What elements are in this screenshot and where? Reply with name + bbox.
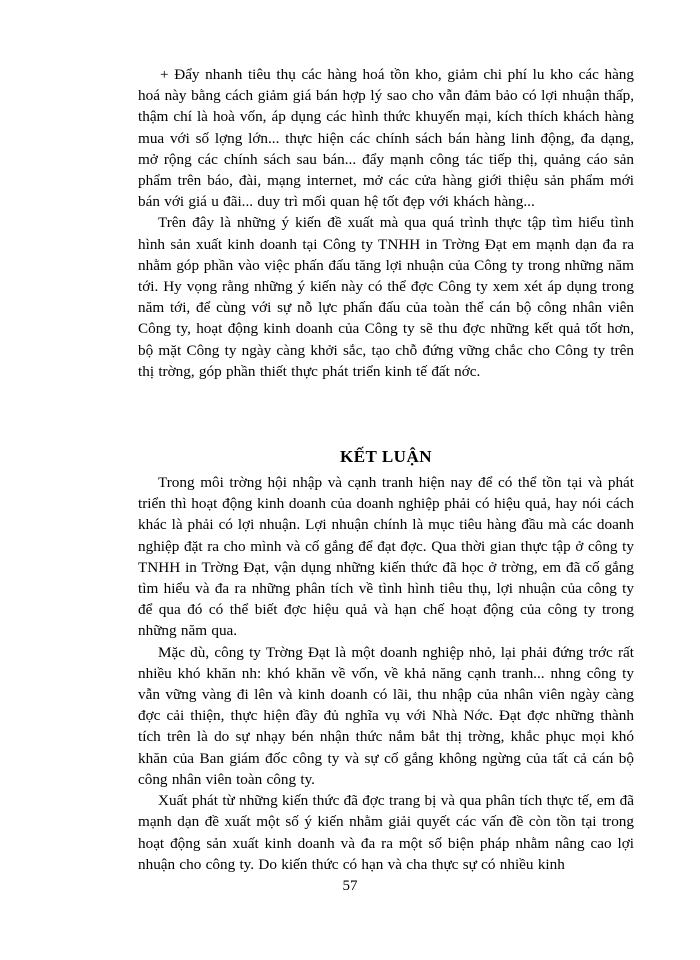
paragraph-conclusion-1: Trong môi trờng hội nhập và cạnh tranh hiện nay để có thể tồn tại và phát triển thì hoạt động kinh doanh của doanh nghiệp phải có hiệu quả, hay nói cách khác là phải có lợi nhuận. Lợi nhuận chính là mục tiêu hàng đầu mà các doanh nghiệp đặt ra cho mình và cố gắng để đạt đợc. Qua thời gian thực tập ở công ty TNHH in Trờng Đạt, vận dụng những kiến thức đã học ở trờng, em đã cố gắng tìm hiểu và đa ra những phân tích về tình hình tiêu thụ, lợi nhuận của công ty để qua đó có thể biết đợc hiệu quả và hạn chế hoạt động của công ty trong những năm qua. xyxy=(138,474,634,640)
document-page xyxy=(138,64,634,875)
paragraph-sales-measures: + Đẩy nhanh tiêu thụ các hàng hoá tồn kho, giảm chi phí lu kho các hàng hoá này bằng cách giảm giá bán hợp lý sao cho vẫn đảm bảo có lợi nhuận thấp, thậm chí là hoà vốn, áp dụng các hình thức khuyến mại, kích thích khách hàng mua với số lợng lớn... thực hiện các chính sách bán hàng linh động, đa dạng, mở rộng các chính sách sau bán... đẩy mạnh công tác tiếp thị, quảng cáo sản phẩm trên báo, đài, mạng internet, mở các cửa hàng giới thiệu sản phẩm mới bán với giá u đãi... duy trì mối quan hệ tốt đẹp với khách hàng... xyxy=(138,66,634,211)
paragraph-conclusion-2: Mặc dù, công ty Trờng Đạt là một doanh nghiệp nhỏ, lại phải đứng trớc rất nhiều khó khăn nh: khó khăn về vốn, về khả năng cạnh tranh... nhng công ty vẫn vững vàng đi lên và kinh doanh có lãi, thu nhập của nhân viên ngày càng đợc cải thiện, thực hiện đầy đủ nghĩa vụ với Nhà Nớc. Đạt đợc những thành tích trên là do sự nhạy bén nhận thức nắm bắt thị trờng, khắc phục mọi khó khăn của Ban giám đốc công ty và sự cố gắng không ngừng của tất cả cán bộ công nhân viên toàn công ty. xyxy=(138,643,634,788)
section-spacer xyxy=(138,382,634,446)
paragraph-conclusion-3: Xuất phát từ những kiến thức đã đợc trang bị và qua phân tích thực tế, em đã mạnh dạn đề xuất một số ý kiến nhằm giải quyết các vấn đề còn tồn tại trong hoạt động sản xuất kinh doanh và đa ra một số biện pháp nhằm nâng cao lợi nhuận cho công ty. Do kiến thức có hạn và cha thực sự có nhiều kinh xyxy=(138,792,634,873)
conclusion-heading: KẾT LUẬN xyxy=(339,447,432,467)
paragraph-proposals-summary: Trên đây là những ý kiến đề xuất mà qua quá trình thực tập tìm hiểu tình hình sản xuất kinh doanh tại Công ty TNHH in Trờng Đạt em mạnh dạn đa ra nhằm góp phần vào việc phấn đấu tăng lợi nhuận của Công ty trong những năm tới. Hy vọng rằng những ý kiến này có thể đợc Công ty xem xét áp dụng trong năm tới, để cùng với sự nỗ lực phấn đấu của toàn thể cán bộ công nhân viên Công ty, hoạt động kinh doanh của Công ty sẽ thu đợc những kết quả tốt hơn, bộ mặt Công ty ngày càng khởi sắc, tạo chỗ đứng vững chắc cho Công ty trên thị trờng, góp phần thiết thực phát triển kinh tế đất nớc. xyxy=(138,214,634,380)
page-number: 57 xyxy=(342,878,358,894)
